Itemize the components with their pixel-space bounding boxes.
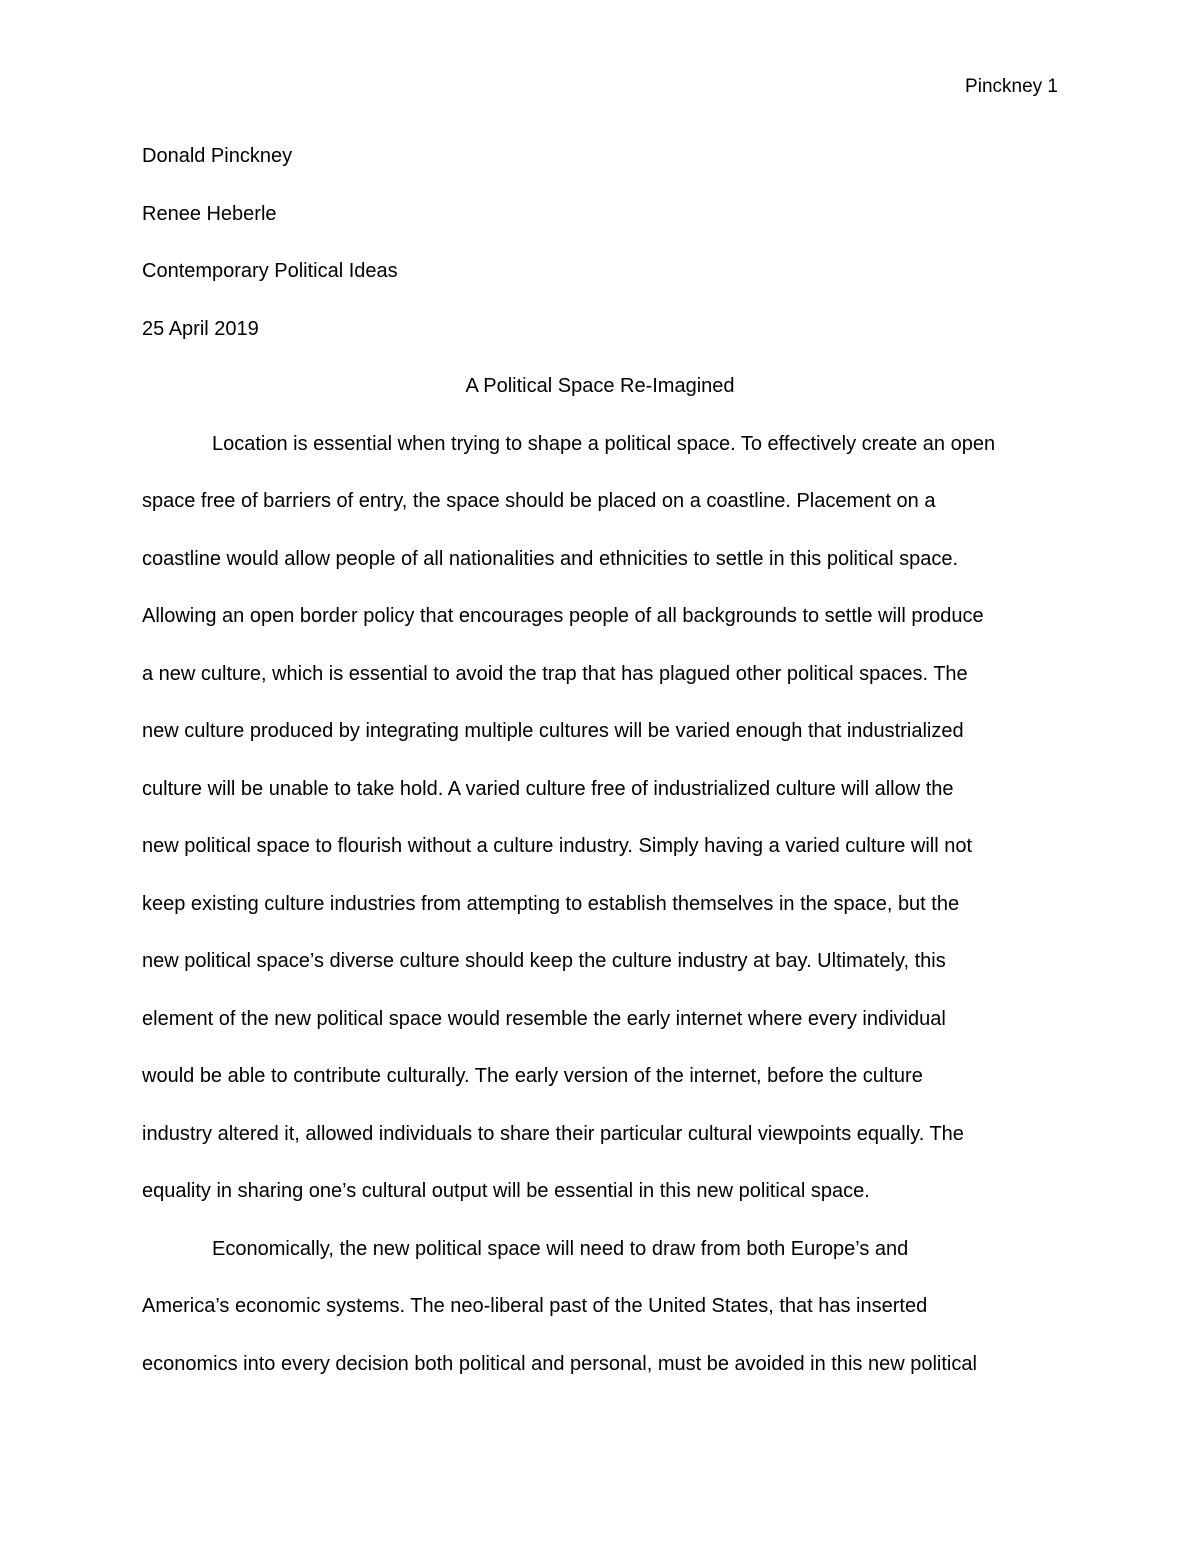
paragraph-line: new political space to flourish without a culture industry. Simply having a varied culture will not [142, 835, 973, 857]
paragraph-line: equality in sharing one’s cultural output will be essential in this new political space. [142, 1180, 870, 1202]
instructor-name: Renee Heberle [142, 203, 277, 225]
paragraph-line: industry altered it, allowed individuals to share their particular cultural viewpoints equally. The [142, 1123, 964, 1145]
paragraph-line: would be able to contribute culturally. The early version of the internet, before the culture [142, 1065, 923, 1087]
paragraph-line: a new culture, which is essential to avoid the trap that has plagued other political spaces. The [142, 663, 968, 685]
paragraph-line: element of the new political space would resemble the early internet where every individual [142, 1008, 946, 1030]
course-name: Contemporary Political Ideas [142, 260, 398, 282]
paragraph-line: Economically, the new political space will need to draw from both Europe’s and [212, 1238, 909, 1260]
paragraph-line: Location is essential when trying to shape a political space. To effectively create an open [212, 433, 996, 455]
essay-title: A Political Space Re-Imagined [465, 375, 735, 397]
paragraph-line: economics into every decision both political and personal, must be avoided in this new political [142, 1353, 977, 1375]
paragraph-line: new culture produced by integrating multiple cultures will be varied enough that industrialized [142, 720, 964, 742]
running-head: Pinckney 1 [965, 76, 1058, 97]
essay-date: 25 April 2019 [142, 318, 259, 340]
paragraph-line: new political space’s diverse culture should keep the culture industry at bay. Ultimately, this [142, 950, 946, 972]
paragraph-line: culture will be unable to take hold. A varied culture free of industrialized culture will allow the [142, 778, 954, 800]
paragraph-line: Allowing an open border policy that encourages people of all backgrounds to settle will produce [142, 605, 984, 627]
paragraph-line: space free of barriers of entry, the space should be placed on a coastline. Placement on a [142, 490, 936, 512]
author-name: Donald Pinckney [142, 145, 293, 167]
paragraph-line: keep existing culture industries from attempting to establish themselves in the space, but the [142, 893, 960, 915]
paragraph-line: coastline would allow people of all nationalities and ethnicities to settle in this political space. [142, 548, 959, 570]
paragraph-line: America’s economic systems. The neo-liberal past of the United States, that has inserted [142, 1295, 928, 1317]
